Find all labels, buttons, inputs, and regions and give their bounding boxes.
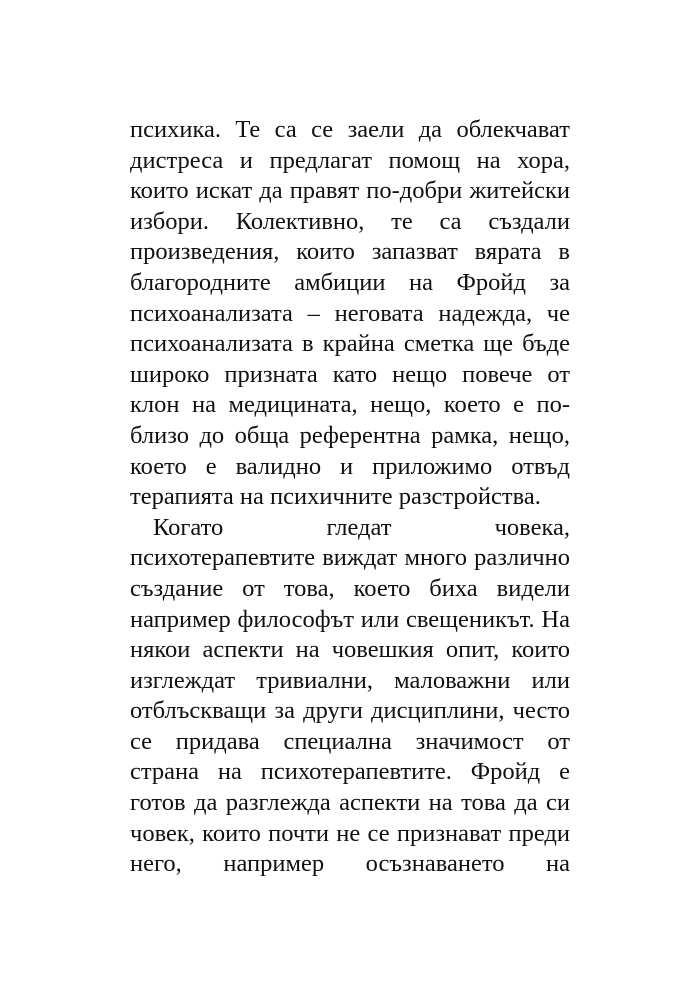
text-line: страна на психотерапевтите. Фройд е xyxy=(130,758,570,786)
body-text xyxy=(130,115,570,880)
text-line: се придава специална значимост от xyxy=(130,727,570,755)
text-line: психоанализата – неговата надежда, че xyxy=(130,299,570,327)
text-line: психоанализата в крайна сметка ще бъде xyxy=(130,330,570,358)
text-line: психотерапевтите виждат много различно xyxy=(130,544,570,572)
text-line: широко призната като нещо повече от xyxy=(130,360,570,388)
text-line: психика. Те са се заели да облекчават xyxy=(130,116,570,143)
text-line: близо до обща референтна рамка, нещо, xyxy=(130,421,570,449)
text-line: някои аспекти на човешкия опит, които xyxy=(130,636,570,664)
text-line: изглеждат тривиални, маловажни или xyxy=(130,666,570,694)
text-line: благородните амбиции на Фройд за xyxy=(130,268,570,296)
text-line: отблъскващи за други дисциплини, често xyxy=(130,697,570,725)
text-line: например философът или свещеникът. На xyxy=(130,605,570,633)
text-line: клон на медицината, нещо, което е по- xyxy=(130,391,570,419)
text-line: избори. Колективно, те са създали xyxy=(130,207,570,235)
text-line: което е валидно и приложимо отвъд xyxy=(130,452,570,480)
text-line: които искат да правят по-добри житейски xyxy=(130,177,570,205)
text-line: него, например осъзнаването на xyxy=(130,850,570,878)
paragraph-start-line: Когато гледат човека, xyxy=(153,513,570,541)
text-line: произведения, които запазват вярата в xyxy=(130,238,570,266)
text-line: човек, които почти не се признават преди xyxy=(130,819,570,847)
text-line: създание от това, което биха видели xyxy=(130,574,570,602)
text-line: дистреса и предлагат помощ на хора, xyxy=(130,146,570,174)
paragraph-end-line: терапията на психичните разстройства. xyxy=(130,483,541,511)
text-line: готов да разглежда аспекти на това да си xyxy=(130,789,570,817)
